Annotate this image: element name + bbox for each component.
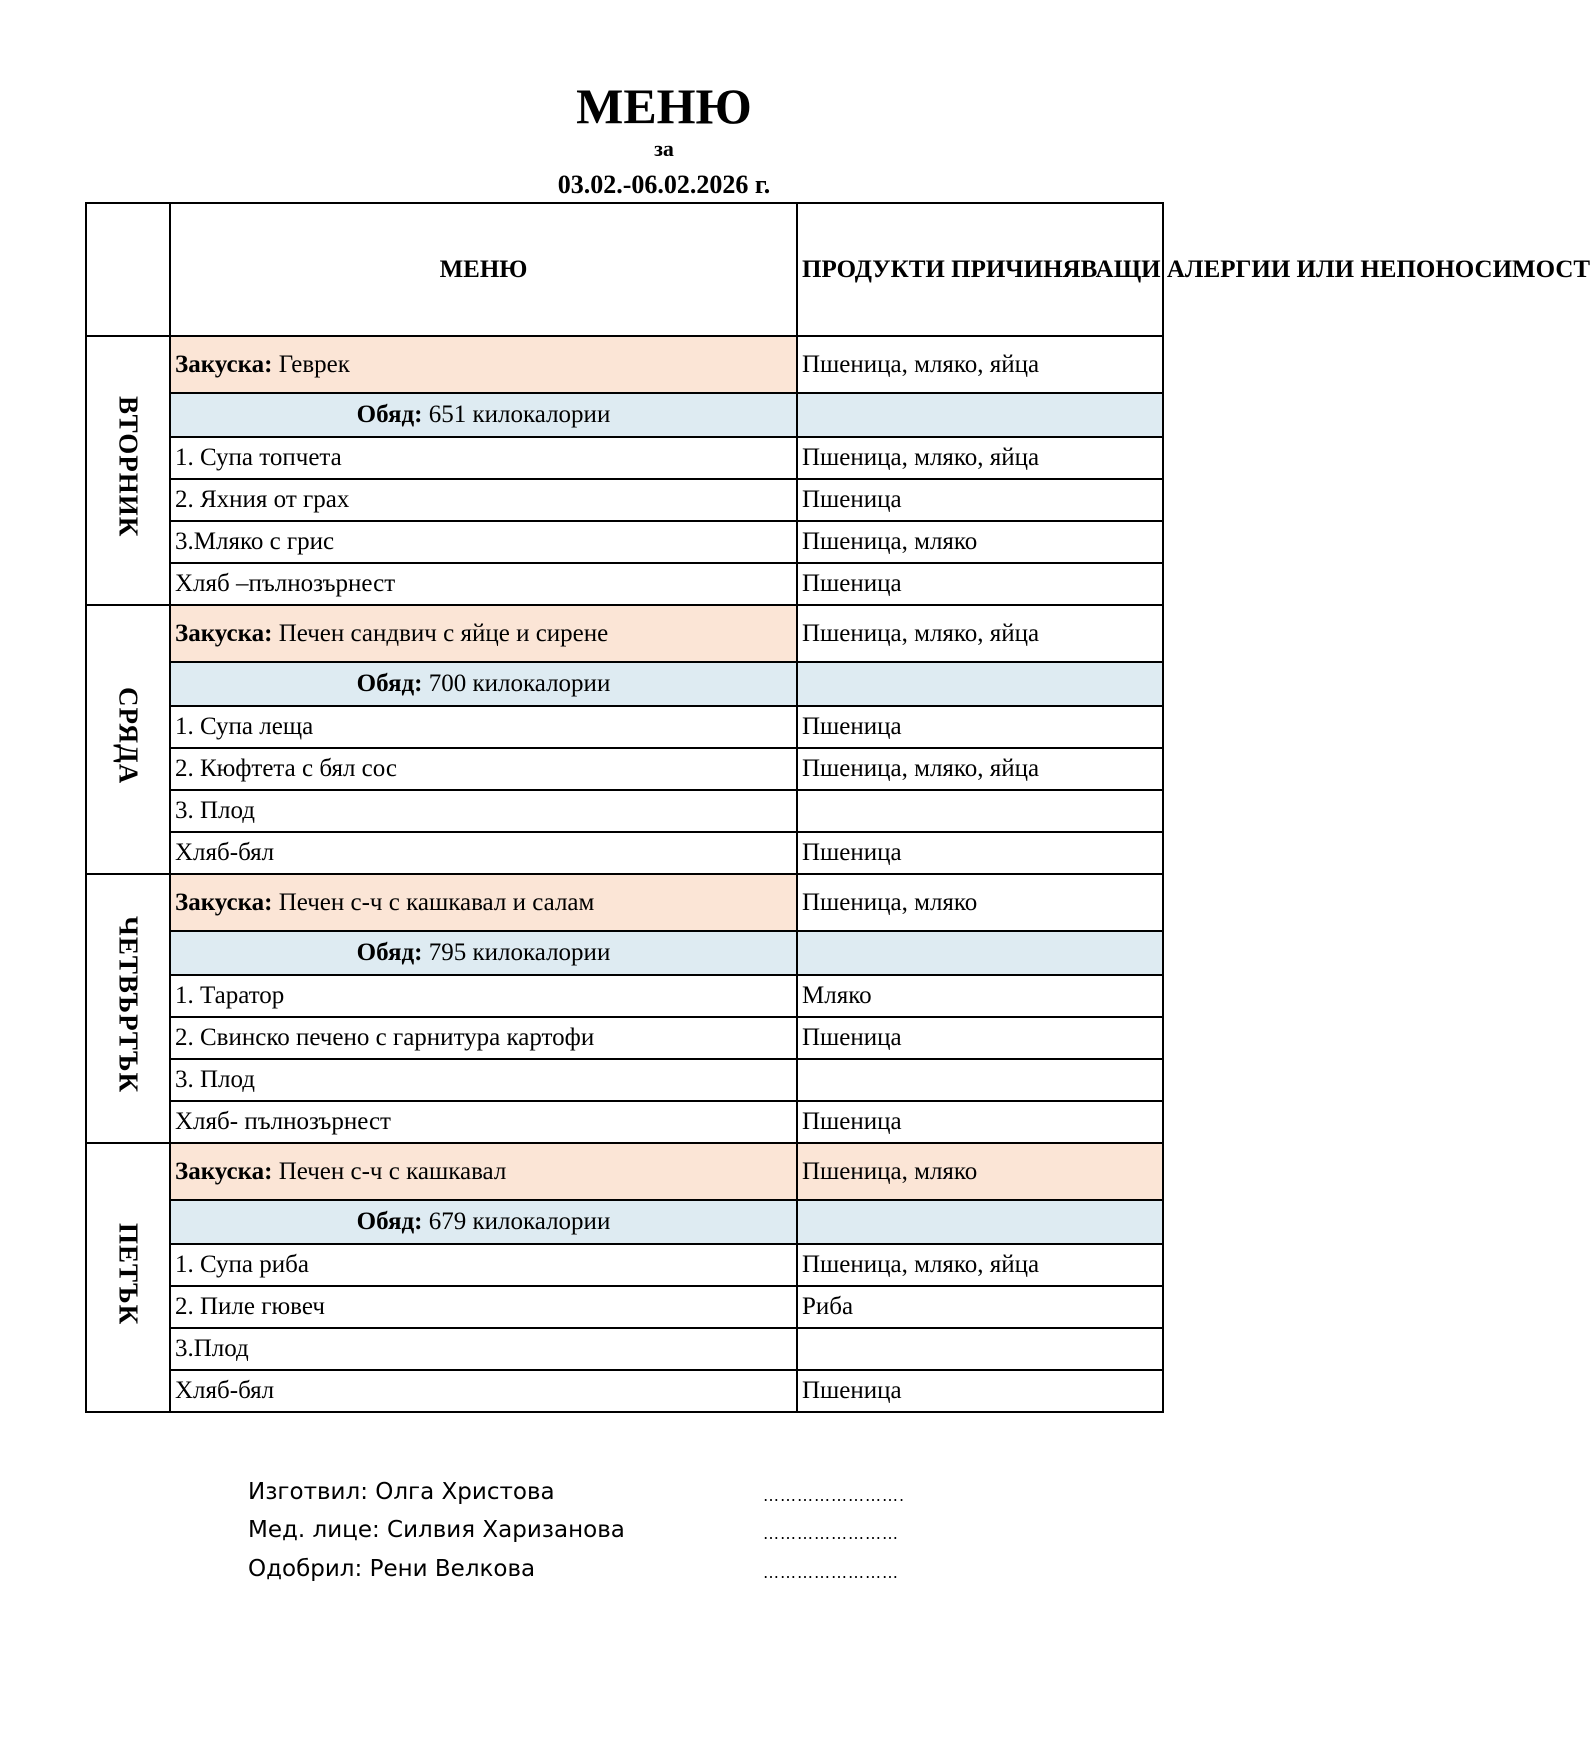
allergen-cell: Пшеница	[797, 563, 1163, 605]
lunch-header	[170, 393, 797, 437]
allergen-cell: Мляко	[797, 975, 1163, 1017]
lunch-calories: 795 килокалории	[428, 939, 611, 966]
dish-cell: 3. Плод	[170, 1059, 797, 1101]
allergen-cell: Пшеница	[797, 1101, 1163, 1143]
allergen-cell: Пшеница	[797, 479, 1163, 521]
header-day-cell	[86, 203, 170, 336]
snack-label: Закуска:	[175, 1157, 273, 1185]
table-row	[86, 1286, 1163, 1328]
table-row	[86, 790, 1163, 832]
signature-line: …………………….	[763, 1486, 906, 1505]
dish-cell: 2. Яхния от грах	[170, 479, 797, 521]
table-row	[86, 393, 1163, 437]
table-row	[86, 1244, 1163, 1286]
table-row	[86, 975, 1163, 1017]
lunch-label: Обяд:	[356, 401, 423, 428]
dish-cell: 3.Плод	[170, 1328, 797, 1370]
dish-cell: 1. Супа риба	[170, 1244, 797, 1286]
page-title: МЕНЮ	[576, 78, 752, 134]
table-row	[86, 1101, 1163, 1143]
allergen-cell	[797, 393, 1163, 437]
snack-dish	[170, 336, 797, 393]
allergen-cell: Пшеница, мляко, яйца	[797, 1244, 1163, 1286]
snack-dish	[170, 1143, 797, 1200]
header-allergens: ПРОДУКТИ ПРИЧИНЯВАЩИ АЛЕРГИИ ИЛИ НЕПОНОСИМОСТ	[797, 203, 1163, 336]
allergen-cell	[797, 662, 1163, 706]
table-row	[86, 479, 1163, 521]
allergen-cell	[797, 1328, 1163, 1370]
allergen-cell: Пшеница, мляко	[797, 1143, 1163, 1200]
table-row	[86, 832, 1163, 874]
lunch-header	[170, 1200, 797, 1244]
lunch-header	[170, 662, 797, 706]
lunch-label: Обяд:	[356, 670, 423, 697]
day-cell	[86, 336, 170, 605]
snack-label: Закуска:	[175, 350, 273, 378]
day-cell	[86, 605, 170, 874]
table-row	[86, 1143, 1163, 1200]
table-row	[86, 706, 1163, 748]
day-cell	[86, 874, 170, 1143]
snack-dish-text: Геврек	[278, 350, 350, 378]
subtitle-for: за	[654, 136, 674, 161]
snack-dish-text: Печен сандвич с яйце и сирене	[278, 619, 609, 647]
lunch-header	[170, 931, 797, 975]
snack-label: Закуска:	[175, 619, 273, 647]
dish-cell: Хляб- пълнозърнест	[170, 1101, 797, 1143]
menu-table	[85, 202, 1590, 1413]
allergen-cell	[797, 1200, 1163, 1244]
day-label: ЧЕТВЪРТЪК	[113, 916, 144, 1094]
allergen-cell: Пшеница	[797, 832, 1163, 874]
table-row	[86, 521, 1163, 563]
allergen-cell: Пшеница, мляко, яйца	[797, 605, 1163, 662]
allergen-cell	[797, 790, 1163, 832]
dish-cell: 1. Супа леща	[170, 706, 797, 748]
lunch-calories: 679 килокалории	[428, 1208, 611, 1235]
lunch-label: Обяд:	[356, 1208, 423, 1235]
snack-dish	[170, 874, 797, 931]
day-label: ВТОРНИК	[113, 396, 144, 538]
signature-approved-by: Одобрил: Рени Велкова	[248, 1556, 536, 1582]
table-row	[86, 336, 1163, 393]
date-range: 03.02.-06.02.2026 г.	[557, 170, 771, 199]
table-row	[86, 1059, 1163, 1101]
allergen-cell: Пшеница, мляко, яйца	[797, 336, 1163, 393]
dish-cell: 2. Пиле гювеч	[170, 1286, 797, 1328]
dish-cell: 2. Кюфтета с бял сос	[170, 748, 797, 790]
signature-line: ……………………	[763, 1524, 899, 1543]
allergen-cell: Пшеница	[797, 1370, 1163, 1412]
snack-dish-text: Печен с-ч с кашкавал	[278, 1157, 507, 1185]
table-row	[86, 1200, 1163, 1244]
header-row	[86, 203, 1163, 336]
signature-line: ……………………	[763, 1563, 899, 1582]
table-row	[86, 605, 1163, 662]
allergen-cell: Пшеница	[797, 706, 1163, 748]
table-row	[86, 437, 1163, 479]
lunch-label: Обяд:	[356, 939, 423, 966]
dish-cell: 1. Таратор	[170, 975, 797, 1017]
day-label: ПЕТЪК	[113, 1222, 144, 1326]
table-row	[86, 1328, 1163, 1370]
lunch-calories: 651 килокалории	[428, 401, 611, 428]
table-row	[86, 1017, 1163, 1059]
lunch-calories: 700 килокалории	[428, 670, 611, 697]
table-row	[86, 931, 1163, 975]
allergen-cell: Пшеница, мляко, яйца	[797, 437, 1163, 479]
signature-medical: Мед. лице: Силвия Харизанова	[248, 1517, 625, 1543]
dish-cell: 3.Мляко с грис	[170, 521, 797, 563]
day-cell	[86, 1143, 170, 1412]
allergen-cell: Пшеница, мляко	[797, 521, 1163, 563]
dish-cell: Хляб –пълнозърнест	[170, 563, 797, 605]
allergen-cell	[797, 1059, 1163, 1101]
allergen-cell: Пшеница, мляко, яйца	[797, 748, 1163, 790]
table-row	[86, 1370, 1163, 1412]
day-label: СРЯДА	[113, 687, 144, 785]
allergen-cell: Риба	[797, 1286, 1163, 1328]
signature-prepared-by: Изготвил: Олга Христова	[248, 1479, 555, 1505]
dish-cell: 1. Супа топчета	[170, 437, 797, 479]
dish-cell: Хляб-бял	[170, 832, 797, 874]
snack-dish	[170, 605, 797, 662]
allergen-cell	[797, 931, 1163, 975]
snack-dish-text: Печен с-ч с кашкавал и салам	[278, 888, 595, 916]
allergen-cell: Пшеница	[797, 1017, 1163, 1059]
dish-cell: 2. Свинско печено с гарнитура картофи	[170, 1017, 797, 1059]
snack-label: Закуска:	[175, 888, 273, 916]
table-row	[86, 874, 1163, 931]
header-menu: МЕНЮ	[170, 203, 797, 336]
dish-cell: Хляб-бял	[170, 1370, 797, 1412]
dish-cell: 3. Плод	[170, 790, 797, 832]
table-row	[86, 563, 1163, 605]
allergen-cell: Пшеница, мляко	[797, 874, 1163, 931]
table-row	[86, 748, 1163, 790]
table-row	[86, 662, 1163, 706]
